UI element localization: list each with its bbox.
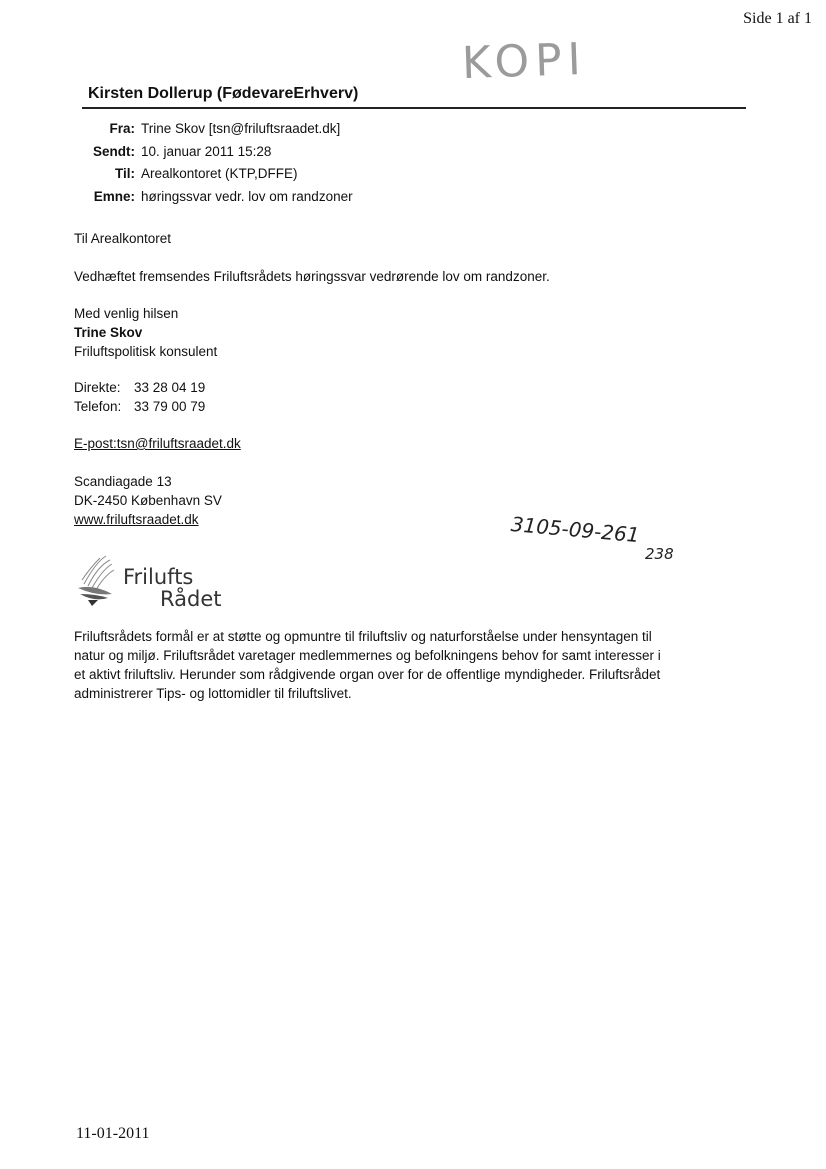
about-line: administrerer Tips- og lottomidler til friluftslivet. <box>74 686 352 701</box>
meta-to <box>88 166 353 189</box>
meta-to-label: Til: <box>115 166 135 181</box>
phone-number: 33 79 00 79 <box>134 399 206 414</box>
signer-name: Trine Skov <box>74 325 143 340</box>
meta-sent-value: 10. januar 2011 15:28 <box>141 143 272 159</box>
logo-text-frilufts: Frilufts <box>123 565 194 589</box>
phone-row <box>74 397 205 416</box>
address-street: Scandiagade 13 <box>74 474 172 489</box>
about-paragraph <box>74 627 661 703</box>
kopi-stamp: KOPI <box>461 33 588 90</box>
direct-row <box>74 378 205 397</box>
website-link[interactable]: www.friluftsraadet.dk <box>74 512 199 527</box>
meta-subject <box>88 189 353 212</box>
address-block <box>74 472 222 529</box>
meta-from-value: Trine Skov [tsn@friluftsraadet.dk] <box>141 121 341 136</box>
message-text: Vedhæftet fremsendes Friluftsrådets høringssvar vedrørende lov om randzoner. <box>74 269 550 284</box>
about-line: natur og miljø. Friluftsrådet varetager medlemmernes og befolkningens behov for samt interesser i <box>74 648 661 663</box>
about-line: et aktivt friluftsliv. Herunder som rådgivende organ over for de offentlige myndigheder. Friluftsrådet <box>74 667 661 682</box>
email-link[interactable]: E-post:tsn@friluftsraadet.dk <box>74 436 241 451</box>
contact-phones <box>74 378 205 416</box>
closing: Med venlig hilsen <box>74 306 179 321</box>
greeting: Til Arealkontoret <box>74 231 172 246</box>
signature-block <box>74 304 217 361</box>
handwritten-reference: 3105-09-261 <box>509 512 641 548</box>
page-number: Side 1 af 1 <box>743 10 812 27</box>
sender-header: Kirsten Dollerup (FødevareErhverv) <box>88 85 359 102</box>
meta-sent <box>88 144 353 167</box>
direct-label: Direkte: <box>74 380 121 395</box>
meta-from-label: Fra: <box>109 121 135 136</box>
header-divider <box>82 107 746 109</box>
email-meta <box>88 121 353 211</box>
logo-text-raadet: Rådet <box>160 587 222 611</box>
meta-from <box>88 121 353 144</box>
direct-phone: 33 28 04 19 <box>134 380 206 395</box>
signer-title: Friluftspolitisk konsulent <box>74 344 218 359</box>
meta-sent-label: Sendt: <box>93 143 135 159</box>
meta-subject-label: Emne: <box>93 188 135 204</box>
phone-label: Telefon: <box>74 399 122 414</box>
address-city: DK-2450 København SV <box>74 493 222 508</box>
meta-subject-value: høringssvar vedr. lov om randzoner <box>141 188 353 204</box>
meta-to-value: Arealkontoret (KTP,DFFE) <box>141 166 298 181</box>
footer-date: 11-01-2011 <box>76 1125 150 1142</box>
about-line: Friluftsrådets formål er at støtte og opmuntre til friluftsliv og naturforståelse under hensyntagen til <box>74 629 652 644</box>
handwritten-number: 238 <box>645 545 674 563</box>
